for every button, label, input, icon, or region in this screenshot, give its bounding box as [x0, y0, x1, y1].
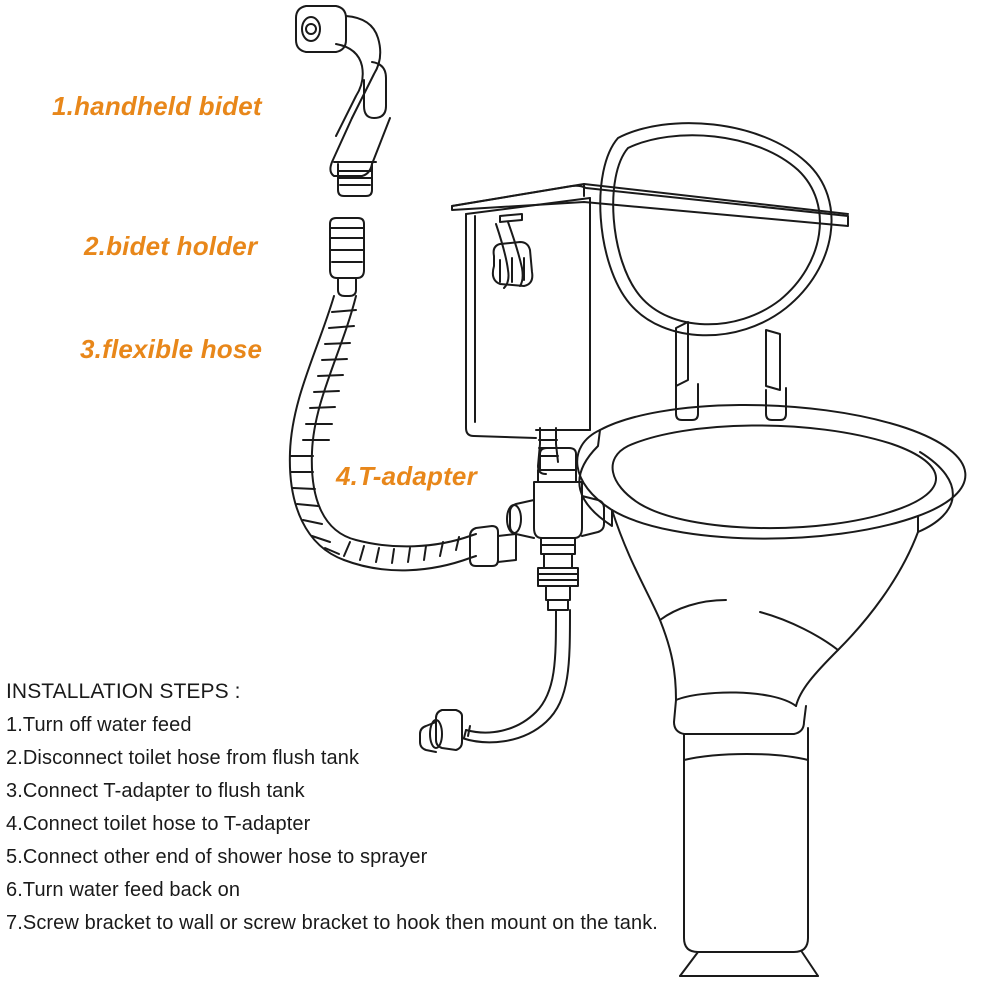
installation-steps-heading: INSTALLATION STEPS :: [6, 680, 241, 703]
installation-step-6: 6.Turn water feed back on: [6, 879, 241, 901]
callout-flexible-hose: 3.flexible hose: [80, 334, 263, 364]
callout-t-adapter: 4.T-adapter: [336, 461, 477, 491]
handheld-bidet-art: [296, 6, 390, 196]
callout-handheld-bidet: 1.handheld bidet: [52, 91, 262, 121]
installation-step-1: 1.Turn off water feed: [6, 714, 192, 736]
toilet-tank-art: [452, 184, 848, 474]
toilet-seat-art: [577, 123, 965, 539]
flexible-hose-art: [290, 296, 516, 570]
callout-bidet-holder: 2.bidet holder: [84, 231, 258, 261]
installation-step-7: 7.Screw bracket to wall or screw bracket to hook then mount on the tank.: [6, 912, 658, 934]
bidet-holder-art: [330, 218, 364, 296]
installation-step-2: 2.Disconnect toilet hose from flush tank: [6, 747, 360, 769]
installation-step-5: 5.Connect other end of shower hose to sprayer: [6, 846, 428, 868]
t-adapter-art: [507, 448, 604, 610]
installation-steps-block: [6, 680, 706, 935]
installation-step-3: 3.Connect T-adapter to flush tank: [6, 780, 305, 802]
installation-step-4: 4.Connect toilet hose to T-adapter: [6, 813, 311, 835]
